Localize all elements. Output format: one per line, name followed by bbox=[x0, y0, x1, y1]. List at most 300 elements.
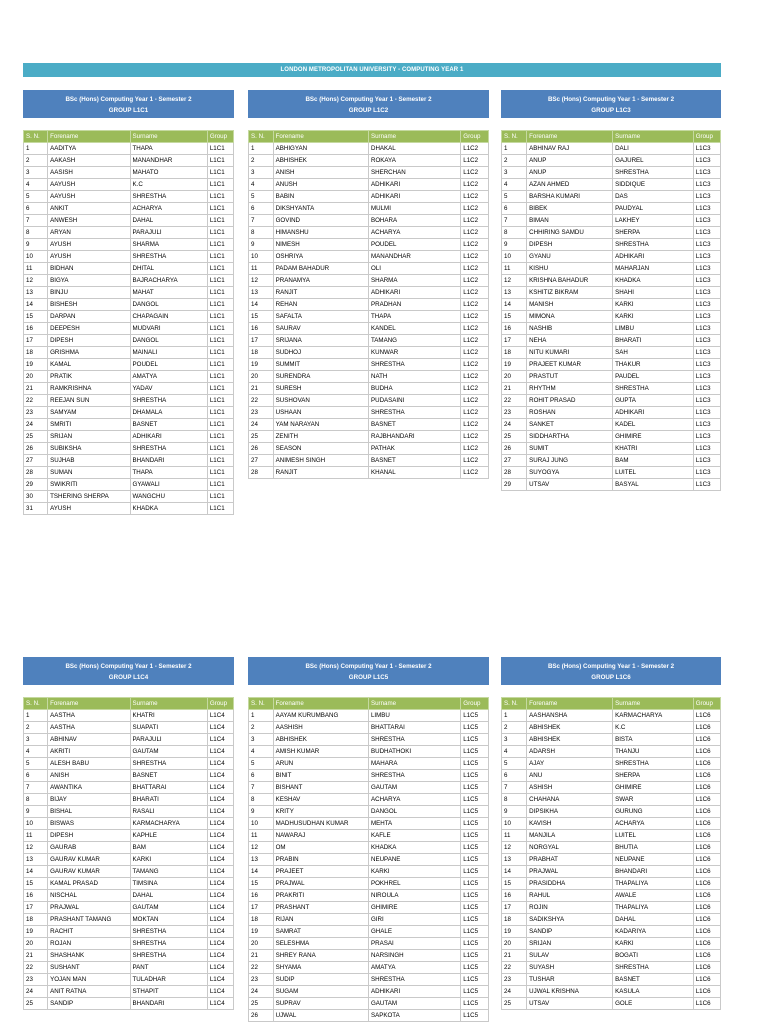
cell-sn: 24 bbox=[502, 986, 527, 998]
cell-surname: NARSINGH bbox=[368, 950, 460, 962]
table-row bbox=[24, 335, 234, 347]
cell-group: L1C1 bbox=[207, 203, 233, 215]
cell-sn: 6 bbox=[249, 203, 274, 215]
cell-forename: AWANTIKA bbox=[48, 782, 130, 794]
cell-forename: DEEPESH bbox=[48, 323, 130, 335]
cell-surname: K.C bbox=[130, 179, 207, 191]
group-l1c4-block bbox=[23, 657, 234, 1010]
cell-surname: POUDEL bbox=[368, 239, 460, 251]
table-row bbox=[24, 191, 234, 203]
cell-group: L1C5 bbox=[461, 926, 489, 938]
group-name: GROUP L1C1 bbox=[108, 107, 149, 114]
cell-surname: BHARATI bbox=[613, 335, 694, 347]
cell-surname: SHRESTHA bbox=[130, 938, 207, 950]
cell-forename: AAKASH bbox=[48, 155, 130, 167]
cell-group: L1C6 bbox=[693, 734, 720, 746]
cell-group: L1C4 bbox=[207, 998, 233, 1010]
cell-group: L1C1 bbox=[207, 167, 233, 179]
table-row bbox=[502, 431, 721, 443]
cell-forename: BIJAY bbox=[48, 794, 130, 806]
table-row bbox=[502, 974, 721, 986]
cell-group: L1C1 bbox=[207, 143, 233, 155]
cell-group: L1C3 bbox=[693, 467, 720, 479]
cell-forename: ANIT RATNA bbox=[48, 986, 130, 998]
cell-surname: ACHARYA bbox=[368, 794, 460, 806]
cell-sn: 24 bbox=[249, 419, 274, 431]
cell-sn: 2 bbox=[24, 155, 48, 167]
cell-forename: KAMAL PRASAD bbox=[48, 878, 130, 890]
cell-forename: KRITY bbox=[273, 806, 368, 818]
cell-sn: 2 bbox=[502, 155, 527, 167]
cell-forename: AYUSH bbox=[48, 251, 130, 263]
cell-group: L1C1 bbox=[207, 443, 233, 455]
cell-sn: 25 bbox=[502, 431, 527, 443]
cell-group: L1C3 bbox=[693, 395, 720, 407]
cell-group: L1C5 bbox=[461, 878, 489, 890]
cell-forename: PRAJEET bbox=[273, 866, 368, 878]
cell-forename: UTSAV bbox=[527, 998, 613, 1010]
cell-surname: SHARMA bbox=[130, 239, 207, 251]
cell-forename: AADITYA bbox=[48, 143, 130, 155]
cell-forename: PRABHAT bbox=[527, 854, 613, 866]
cell-sn: 22 bbox=[502, 962, 527, 974]
table-row bbox=[502, 986, 721, 998]
cell-forename: AMISH KUMAR bbox=[273, 746, 368, 758]
table-row bbox=[249, 431, 489, 443]
cell-group: L1C5 bbox=[461, 734, 489, 746]
cell-surname: GAUTAM bbox=[130, 746, 207, 758]
cell-forename: ANUSH bbox=[273, 179, 368, 191]
table-row bbox=[502, 479, 721, 491]
cell-surname: STHAPIT bbox=[130, 986, 207, 998]
cell-sn: 18 bbox=[502, 347, 527, 359]
table-row bbox=[24, 407, 234, 419]
cell-group: L1C2 bbox=[461, 335, 489, 347]
cell-sn: 13 bbox=[502, 854, 527, 866]
table-row bbox=[24, 914, 234, 926]
cell-sn: 8 bbox=[24, 227, 48, 239]
cell-sn: 21 bbox=[249, 950, 274, 962]
cell-group: L1C3 bbox=[693, 311, 720, 323]
cell-sn: 18 bbox=[502, 914, 527, 926]
cell-sn: 29 bbox=[502, 479, 527, 491]
table-row bbox=[24, 359, 234, 371]
table-header-row bbox=[24, 698, 234, 710]
cell-surname: THAPA bbox=[130, 467, 207, 479]
cell-group: L1C3 bbox=[693, 263, 720, 275]
cell-group: L1C3 bbox=[693, 191, 720, 203]
cell-group: L1C1 bbox=[207, 335, 233, 347]
cell-forename: MANISH bbox=[527, 299, 613, 311]
cell-surname: KAFLE bbox=[368, 830, 460, 842]
cell-forename: KAMAL bbox=[48, 359, 130, 371]
table-row bbox=[249, 722, 489, 734]
cell-surname: BHATTARAI bbox=[368, 722, 460, 734]
cell-sn: 22 bbox=[24, 395, 48, 407]
cell-sn: 5 bbox=[249, 191, 274, 203]
cell-surname: KARKI bbox=[613, 311, 694, 323]
table-row bbox=[24, 395, 234, 407]
cell-sn: 1 bbox=[249, 143, 274, 155]
table-row bbox=[24, 842, 234, 854]
table-row bbox=[249, 467, 489, 479]
cell-group: L1C6 bbox=[693, 914, 720, 926]
cell-forename: YOJAN MAN bbox=[48, 974, 130, 986]
cell-forename: ANWESH bbox=[48, 215, 130, 227]
table-row bbox=[249, 1010, 489, 1022]
cell-forename: PRAJEET KUMAR bbox=[527, 359, 613, 371]
cell-forename: PRAJWAL bbox=[48, 902, 130, 914]
table-row bbox=[24, 167, 234, 179]
cell-group: L1C1 bbox=[207, 191, 233, 203]
cell-surname: BHATTARAI bbox=[130, 782, 207, 794]
cell-group: L1C2 bbox=[461, 191, 489, 203]
cell-group: L1C2 bbox=[461, 467, 489, 479]
cell-group: L1C1 bbox=[207, 479, 233, 491]
group-header bbox=[501, 90, 721, 118]
cell-sn: 7 bbox=[24, 782, 48, 794]
table-row bbox=[24, 770, 234, 782]
table-row bbox=[502, 902, 721, 914]
table-header-row bbox=[502, 131, 721, 143]
cell-forename: PRASHANT TAMANG bbox=[48, 914, 130, 926]
table-row bbox=[249, 734, 489, 746]
cell-sn: 20 bbox=[24, 371, 48, 383]
cell-group: L1C1 bbox=[207, 347, 233, 359]
cell-group: L1C6 bbox=[693, 722, 720, 734]
cell-surname: THAPA bbox=[130, 143, 207, 155]
cell-surname: TIMSINA bbox=[130, 878, 207, 890]
cell-surname: KHADKA bbox=[613, 275, 694, 287]
cell-group: L1C6 bbox=[693, 842, 720, 854]
cell-forename: PRANAMYA bbox=[273, 275, 368, 287]
cell-sn: 18 bbox=[24, 347, 48, 359]
cell-forename: ROJIN bbox=[527, 902, 613, 914]
cell-forename: BISWAS bbox=[48, 818, 130, 830]
group-header bbox=[23, 90, 234, 118]
cell-sn: 22 bbox=[249, 962, 274, 974]
table-row bbox=[502, 938, 721, 950]
cell-group: L1C1 bbox=[207, 179, 233, 191]
cell-group: L1C6 bbox=[693, 794, 720, 806]
cell-group: L1C2 bbox=[461, 455, 489, 467]
table-row bbox=[24, 347, 234, 359]
cell-group: L1C3 bbox=[693, 419, 720, 431]
cell-surname: GHIMIRE bbox=[368, 902, 460, 914]
cell-surname: MAHARA bbox=[368, 758, 460, 770]
cell-forename: PRATIK bbox=[48, 371, 130, 383]
table-row bbox=[502, 347, 721, 359]
group-header bbox=[501, 657, 721, 685]
cell-sn: 12 bbox=[502, 275, 527, 287]
cell-surname: THAPA bbox=[368, 311, 460, 323]
cell-surname: SHRESTHA bbox=[130, 950, 207, 962]
table-row bbox=[502, 998, 721, 1010]
cell-surname: CHAPAGAIN bbox=[130, 311, 207, 323]
cell-sn: 23 bbox=[249, 407, 274, 419]
cell-forename: AASHANSHA bbox=[527, 710, 613, 722]
cell-group: L1C4 bbox=[207, 746, 233, 758]
cell-sn: 28 bbox=[24, 467, 48, 479]
cell-surname: BISTA bbox=[613, 734, 694, 746]
table-row bbox=[24, 143, 234, 155]
cell-sn: 9 bbox=[249, 806, 274, 818]
table-row bbox=[249, 395, 489, 407]
header-surname: Surname bbox=[130, 131, 207, 143]
cell-sn: 10 bbox=[249, 251, 274, 263]
table-row bbox=[24, 794, 234, 806]
table-row bbox=[502, 770, 721, 782]
cell-group: L1C3 bbox=[693, 383, 720, 395]
cell-surname: THAPALIYA bbox=[613, 878, 694, 890]
cell-group: L1C4 bbox=[207, 878, 233, 890]
cell-forename: SADIKSHYA bbox=[527, 914, 613, 926]
header-forename: Forename bbox=[527, 698, 613, 710]
cell-sn: 10 bbox=[249, 818, 274, 830]
cell-forename: NITU KUMARI bbox=[527, 347, 613, 359]
cell-sn: 18 bbox=[249, 914, 274, 926]
cell-surname: BHUTIA bbox=[613, 842, 694, 854]
cell-group: L1C6 bbox=[693, 818, 720, 830]
cell-group: L1C1 bbox=[207, 311, 233, 323]
cell-forename: AKRITI bbox=[48, 746, 130, 758]
table-row bbox=[249, 926, 489, 938]
cell-forename: AZAN AHMED bbox=[527, 179, 613, 191]
cell-forename: SUDHOJ bbox=[273, 347, 368, 359]
table-row bbox=[24, 974, 234, 986]
cell-group: L1C5 bbox=[461, 866, 489, 878]
cell-surname: KHATRI bbox=[130, 710, 207, 722]
cell-forename: ANISH bbox=[48, 770, 130, 782]
cell-forename: DIPESH bbox=[527, 239, 613, 251]
cell-sn: 11 bbox=[24, 830, 48, 842]
cell-group: L1C4 bbox=[207, 842, 233, 854]
table-row bbox=[502, 287, 721, 299]
table-row bbox=[502, 914, 721, 926]
table-row bbox=[502, 830, 721, 842]
cell-surname: SHRESTHA bbox=[368, 734, 460, 746]
cell-sn: 13 bbox=[249, 287, 274, 299]
cell-surname: SHRESTHA bbox=[613, 758, 694, 770]
cell-group: L1C1 bbox=[207, 431, 233, 443]
header-group: Group bbox=[207, 698, 233, 710]
cell-group: L1C6 bbox=[693, 710, 720, 722]
table-row bbox=[249, 359, 489, 371]
table-row bbox=[249, 746, 489, 758]
cell-sn: 21 bbox=[502, 950, 527, 962]
cell-sn: 15 bbox=[502, 311, 527, 323]
table-row bbox=[24, 806, 234, 818]
cell-sn: 6 bbox=[24, 203, 48, 215]
cell-forename: USHAAN bbox=[273, 407, 368, 419]
cell-forename: AAYUSH bbox=[48, 179, 130, 191]
cell-surname: SWAR bbox=[613, 794, 694, 806]
cell-group: L1C3 bbox=[693, 347, 720, 359]
cell-surname: DHAKAL bbox=[368, 143, 460, 155]
table-row bbox=[502, 926, 721, 938]
cell-surname: MAINALI bbox=[130, 347, 207, 359]
table-row bbox=[24, 251, 234, 263]
cell-group: L1C2 bbox=[461, 239, 489, 251]
table-row bbox=[24, 746, 234, 758]
cell-surname: SHARMA bbox=[368, 275, 460, 287]
cell-surname: DANGOL bbox=[130, 299, 207, 311]
table-row bbox=[249, 323, 489, 335]
cell-surname: KARKI bbox=[368, 866, 460, 878]
table-row bbox=[24, 503, 234, 515]
cell-sn: 17 bbox=[502, 335, 527, 347]
cell-surname: ADHIKARI bbox=[368, 191, 460, 203]
cell-group: L1C6 bbox=[693, 938, 720, 950]
cell-group: L1C2 bbox=[461, 287, 489, 299]
cell-sn: 14 bbox=[502, 866, 527, 878]
cell-group: L1C6 bbox=[693, 878, 720, 890]
cell-forename: ROJAN bbox=[48, 938, 130, 950]
header-surname: Surname bbox=[130, 698, 207, 710]
header-forename: Forename bbox=[48, 698, 130, 710]
cell-group: L1C6 bbox=[693, 998, 720, 1010]
cell-surname: GHIMIRE bbox=[613, 431, 694, 443]
group-l1c6-block bbox=[501, 657, 721, 1010]
table-row bbox=[24, 263, 234, 275]
cell-surname: MUDVARI bbox=[130, 323, 207, 335]
cell-sn: 1 bbox=[24, 710, 48, 722]
cell-surname: DHAMALA bbox=[130, 407, 207, 419]
cell-group: L1C3 bbox=[693, 431, 720, 443]
cell-sn: 7 bbox=[249, 215, 274, 227]
cell-sn: 27 bbox=[502, 455, 527, 467]
cell-sn: 23 bbox=[24, 407, 48, 419]
table-row bbox=[24, 467, 234, 479]
header-sn: S. N. bbox=[249, 131, 274, 143]
cell-group: L1C3 bbox=[693, 155, 720, 167]
table-row bbox=[24, 986, 234, 998]
cell-sn: 20 bbox=[502, 371, 527, 383]
header-sn: S. N. bbox=[502, 131, 527, 143]
table-row bbox=[502, 455, 721, 467]
cell-group: L1C3 bbox=[693, 179, 720, 191]
cell-group: L1C6 bbox=[693, 902, 720, 914]
cell-group: L1C2 bbox=[461, 383, 489, 395]
cell-group: L1C2 bbox=[461, 263, 489, 275]
header-forename: Forename bbox=[273, 131, 368, 143]
cell-sn: 19 bbox=[502, 926, 527, 938]
table-row bbox=[502, 311, 721, 323]
cell-forename: CHAHANA bbox=[527, 794, 613, 806]
cell-surname: YADAV bbox=[130, 383, 207, 395]
cell-forename: NEHA bbox=[527, 335, 613, 347]
cell-forename: SURENDRA bbox=[273, 371, 368, 383]
cell-surname: KHADKA bbox=[130, 503, 207, 515]
cell-sn: 20 bbox=[24, 938, 48, 950]
cell-surname: MAHARJAN bbox=[613, 263, 694, 275]
table-row bbox=[24, 431, 234, 443]
cell-sn: 21 bbox=[249, 383, 274, 395]
cell-surname: ROKAYA bbox=[368, 155, 460, 167]
table-header-row bbox=[502, 698, 721, 710]
cell-group: L1C5 bbox=[461, 950, 489, 962]
table-row bbox=[249, 830, 489, 842]
cell-forename: NISCHAL bbox=[48, 890, 130, 902]
table-row bbox=[502, 191, 721, 203]
header-group: Group bbox=[461, 131, 489, 143]
cell-group: L1C4 bbox=[207, 938, 233, 950]
cell-surname: GYAWALI bbox=[130, 479, 207, 491]
group-l1c5-block bbox=[248, 657, 489, 1022]
table-row bbox=[24, 455, 234, 467]
cell-forename: ANKIT bbox=[48, 203, 130, 215]
cell-forename: RIJAN bbox=[273, 914, 368, 926]
cell-forename: SMRITI bbox=[48, 419, 130, 431]
cell-group: L1C6 bbox=[693, 782, 720, 794]
table-row bbox=[24, 710, 234, 722]
cell-forename: REHAN bbox=[273, 299, 368, 311]
cell-surname: GAUTAM bbox=[368, 782, 460, 794]
cell-forename: ASHISH bbox=[527, 782, 613, 794]
cell-forename: ROHIT PRASAD bbox=[527, 395, 613, 407]
cell-forename: UJWAL bbox=[273, 1010, 368, 1022]
cell-surname: TAMANG bbox=[130, 866, 207, 878]
table-row bbox=[502, 722, 721, 734]
table-row bbox=[24, 371, 234, 383]
cell-sn: 12 bbox=[24, 842, 48, 854]
cell-group: L1C2 bbox=[461, 227, 489, 239]
cell-sn: 9 bbox=[249, 239, 274, 251]
cell-sn: 13 bbox=[249, 854, 274, 866]
cell-forename: SRIJAN bbox=[48, 431, 130, 443]
cell-forename: KAVISH bbox=[527, 818, 613, 830]
cell-sn: 6 bbox=[24, 770, 48, 782]
table-header-row bbox=[249, 131, 489, 143]
cell-sn: 10 bbox=[502, 818, 527, 830]
table-row bbox=[249, 383, 489, 395]
cell-forename: SURESH bbox=[273, 383, 368, 395]
cell-group: L1C1 bbox=[207, 215, 233, 227]
cell-group: L1C3 bbox=[693, 335, 720, 347]
cell-group: L1C1 bbox=[207, 287, 233, 299]
cell-forename: KESHAV bbox=[273, 794, 368, 806]
cell-sn: 25 bbox=[249, 998, 274, 1010]
table-row bbox=[249, 878, 489, 890]
cell-surname: KANDEL bbox=[368, 323, 460, 335]
cell-surname: NATH bbox=[368, 371, 460, 383]
cell-surname: ADHIKARI bbox=[368, 986, 460, 998]
table-row bbox=[24, 443, 234, 455]
cell-group: L1C5 bbox=[461, 806, 489, 818]
cell-group: L1C2 bbox=[461, 311, 489, 323]
cell-group: L1C6 bbox=[693, 866, 720, 878]
cell-surname: MANANDHAR bbox=[130, 155, 207, 167]
cell-forename: SUYASH bbox=[527, 962, 613, 974]
cell-sn: 12 bbox=[502, 842, 527, 854]
cell-group: L1C5 bbox=[461, 902, 489, 914]
table-row bbox=[249, 263, 489, 275]
cell-sn: 13 bbox=[24, 287, 48, 299]
cell-forename: SHREY RANA bbox=[273, 950, 368, 962]
table-row bbox=[249, 239, 489, 251]
cell-sn: 19 bbox=[24, 926, 48, 938]
cell-surname: DAHAL bbox=[130, 215, 207, 227]
cell-forename: TSHERING SHERPA bbox=[48, 491, 130, 503]
cell-forename: ROSHAN bbox=[527, 407, 613, 419]
cell-forename: KSHITIZ BIKRAM bbox=[527, 287, 613, 299]
cell-group: L1C3 bbox=[693, 203, 720, 215]
cell-forename: SANDIP bbox=[527, 926, 613, 938]
cell-sn: 18 bbox=[24, 914, 48, 926]
table-row bbox=[502, 950, 721, 962]
cell-sn: 13 bbox=[24, 854, 48, 866]
cell-sn: 4 bbox=[249, 746, 274, 758]
